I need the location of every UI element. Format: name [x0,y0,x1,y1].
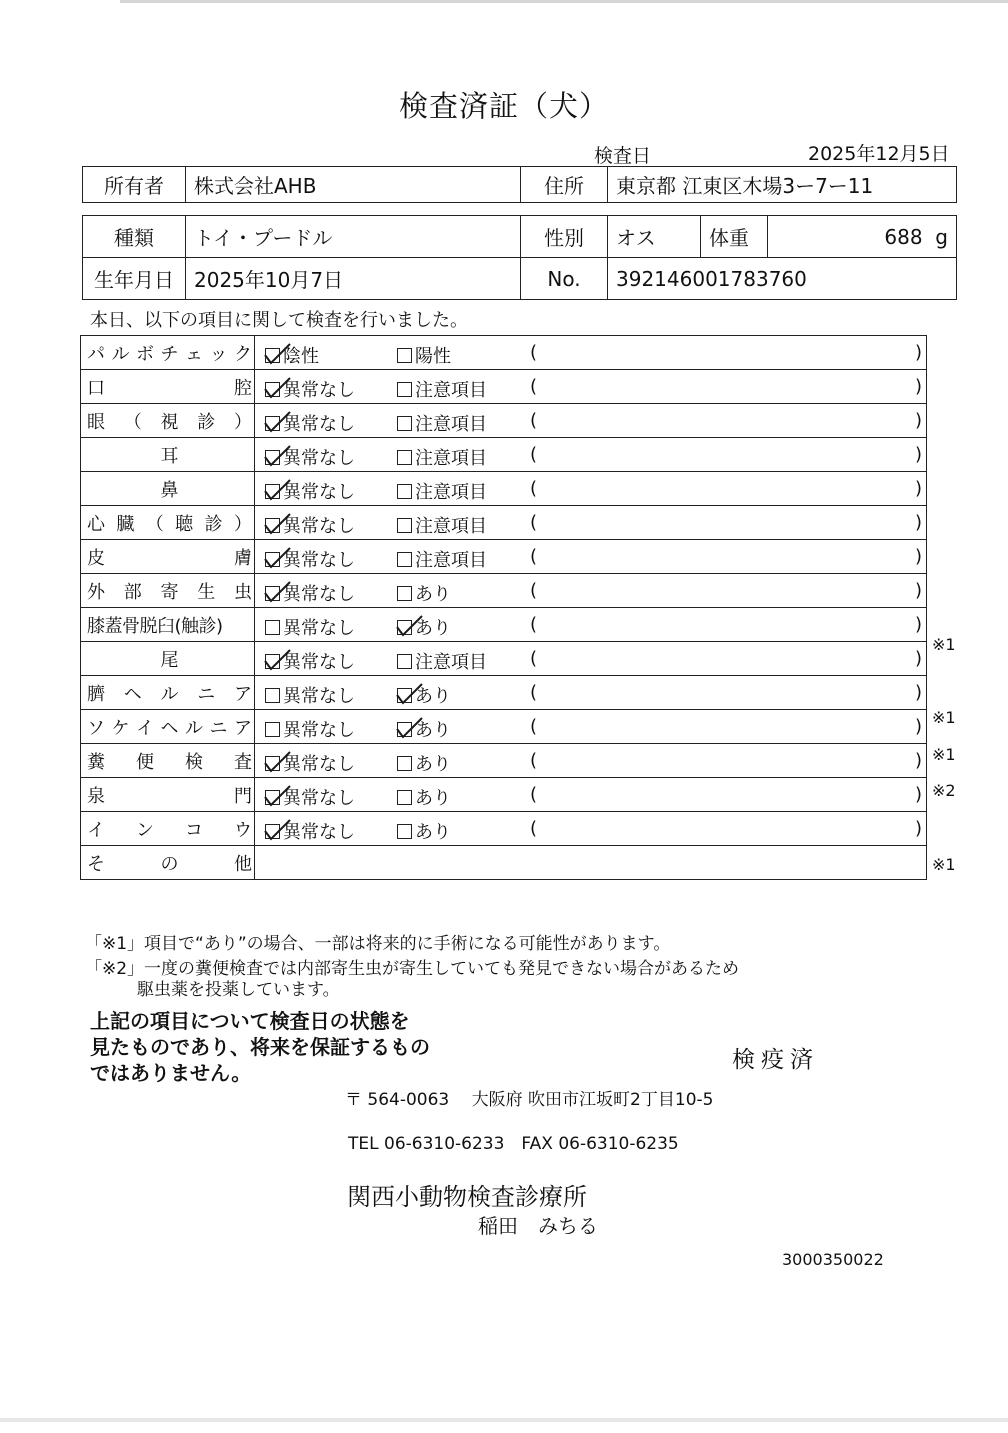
checkbox-icon[interactable] [397,382,412,397]
address-value: 東京都 江東区木場3ー7ー11 [608,167,957,203]
label-char: 生 [197,581,216,603]
label-char: ） [233,513,252,535]
label-char: イ [87,819,105,841]
option-abnormal[interactable] [397,580,451,606]
checkbox-icon[interactable] [265,756,280,771]
remarks-paren-right: ) [915,546,923,567]
option-abnormal-label: 注意項目 [415,448,487,469]
item-label [87,680,252,706]
label-char: ル [111,343,130,365]
option-normal[interactable] [265,342,319,368]
sex-value: オス [608,216,701,258]
option-abnormal[interactable] [397,478,487,504]
option-abnormal-label: 注意項目 [415,482,487,503]
label-char: 臓 [116,513,135,535]
label-char: ェ [185,343,203,365]
option-normal-label: 異常なし [283,618,355,639]
item-label [87,408,252,434]
option-normal-label: 異常なし [283,686,355,707]
birth-label: 生年月日 [83,258,186,300]
option-normal-label: 異常なし [283,380,355,401]
item-label-cell [81,370,255,404]
item-label [87,748,252,774]
note-mark: ※1 [932,744,956,764]
option-normal-label: 異常なし [283,482,355,503]
label-char: ヘ [123,683,142,705]
item-label [87,510,252,536]
label-char: ン [136,819,154,841]
label-char: ヘ [160,717,179,739]
checkbox-icon[interactable] [397,586,412,601]
checkbox-icon[interactable] [265,348,280,363]
label-char: 泉 [87,785,105,807]
note-mark: ※1 [932,708,956,727]
option-abnormal[interactable] [397,512,487,538]
clinic-address: 〒 564-0063 大阪府 吹田市江坂町2丁目10-5 [345,1090,714,1110]
checkbox-icon[interactable] [397,450,412,465]
footnote-1: 「※1」項目で“あり”の場合、一部は将来的に手術になる可能性があります。 [85,934,671,954]
table-row [81,778,927,812]
table-row [81,336,927,370]
label-char: 腔 [234,377,252,399]
label-char: パ [87,343,105,365]
label-char: ク [234,343,252,365]
remarks-paren-right: ) [915,342,923,363]
owner-label: 所有者 [83,167,186,203]
item-label [87,578,252,604]
option-normal[interactable] [265,716,355,742]
option-abnormal[interactable] [397,682,451,708]
table-row [81,370,927,404]
option-normal[interactable] [265,682,355,708]
option-abnormal[interactable] [397,818,451,844]
option-abnormal-label: あり [415,788,451,809]
owner-table [82,166,957,203]
label-char: ア [234,717,252,739]
remarks-paren-right: ) [915,750,923,771]
table-row [81,608,927,642]
label-char: 聴 [175,513,194,535]
checkbox-icon[interactable] [397,518,412,533]
option-abnormal[interactable] [397,444,487,470]
breed-value: トイ・プードル [186,216,521,258]
remarks-paren-left: ( [530,682,538,703]
item-result-cell [255,404,927,438]
label-char: 外 [87,581,105,603]
remarks-paren-left: ( [530,716,538,737]
scan-edge-bottom [0,1418,1008,1422]
option-normal[interactable] [265,512,355,538]
remarks-paren-left: ( [530,784,538,805]
item-result-cell [255,540,927,574]
birth-value: 2025年10月7日 [186,258,521,300]
item-label: 膝蓋骨脱臼(触診) [87,615,223,637]
table-row [81,574,927,608]
inspection-items-table [80,335,927,880]
checkbox-icon[interactable] [265,790,280,805]
remarks-paren-right: ) [915,614,923,635]
label-char: 査 [234,751,252,773]
remarks-paren-left: ( [530,648,538,669]
clinic-person: 稲田 みちる [478,1214,598,1238]
checkbox-icon[interactable] [397,790,412,805]
weight-unit: g [935,224,948,249]
remarks-paren-right: ) [915,682,923,703]
remarks-paren-right: ) [915,512,923,533]
checkbox-icon[interactable] [265,382,280,397]
inspection-date: 2025年12月5日 [808,143,950,165]
item-result-cell [255,574,927,608]
checkbox-icon[interactable] [397,416,412,431]
scan-edge-top [120,0,1008,3]
option-normal[interactable] [265,444,355,470]
note-mark: ※2 [932,781,956,801]
option-normal-label: 異常なし [283,652,355,673]
option-abnormal[interactable] [397,716,451,742]
intro-text: 本日、以下の項目に関して検査を行いました。 [90,310,468,331]
inspection-date-label: 検査日 [594,145,652,167]
disclaimer-line: ではありません。 [90,1061,252,1085]
item-label: 耳 [160,445,179,467]
item-label-cell [81,336,255,370]
remarks-paren-right: ) [915,716,923,737]
option-normal[interactable] [265,818,355,844]
option-normal[interactable] [265,750,355,776]
checkbox-icon[interactable] [397,722,412,737]
checkbox-icon[interactable] [397,620,412,635]
checkbox-icon[interactable] [265,722,280,737]
option-normal[interactable] [265,784,355,810]
table-row [81,642,927,676]
option-abnormal-label: あり [415,584,451,605]
item-label-cell [81,506,255,540]
item-result-cell [255,472,927,506]
option-normal-label: 異常なし [283,516,355,537]
checkbox-icon[interactable] [265,518,280,533]
item-label-cell [81,846,255,880]
item-label: 鼻 [160,479,179,501]
label-char: 部 [123,581,142,603]
label-char: 診 [197,411,216,433]
option-normal-label: 異常なし [283,584,355,605]
option-abnormal-label: 注意項目 [415,516,487,537]
table-row [81,472,927,506]
checkbox-icon[interactable] [265,416,280,431]
option-normal[interactable] [265,376,355,402]
remarks-paren-left: ( [530,410,538,431]
option-abnormal-label: 陽性 [415,346,451,367]
owner-value: 株式会社AHB [186,167,521,203]
item-label-cell [81,574,255,608]
item-result-cell [255,744,927,778]
item-label-cell [81,710,255,744]
label-char: 門 [234,785,252,807]
remarks-paren-right: ) [915,478,923,499]
checkbox-icon[interactable] [265,586,280,601]
label-char: 口 [87,377,105,399]
checkbox-icon[interactable] [397,654,412,669]
item-label-cell [81,642,255,676]
checkbox-icon[interactable] [265,688,280,703]
item-label [87,374,252,400]
label-char: チ [160,343,179,365]
remarks-paren-right: ) [915,818,923,839]
item-label-cell [81,404,255,438]
checkbox-icon[interactable] [397,552,412,567]
label-char: 他 [234,853,252,875]
remarks-paren-right: ) [915,648,923,669]
table-row [81,438,927,472]
label-char: イ [136,717,154,739]
option-normal-label: 異常なし [283,788,355,809]
document-number: 3000350022 [782,1250,884,1269]
weight-value: 688 [884,224,923,249]
item-result-cell [255,642,927,676]
remarks-paren-left: ( [530,376,538,397]
label-char: ッ [209,343,228,365]
remarks-paren-right: ) [915,784,923,805]
disclaimer [90,1008,430,1086]
item-result-cell [255,438,927,472]
address-label: 住所 [521,167,608,203]
option-normal-label: 異常なし [283,822,355,843]
option-normal-label: 異常なし [283,448,355,469]
option-normal-label: 異常なし [283,720,355,741]
remarks-paren-left: ( [530,614,538,635]
item-label-cell [81,778,255,812]
option-abnormal-label: あり [415,720,451,741]
label-char: 便 [136,751,154,773]
label-char: 寄 [160,581,179,603]
option-abnormal-label: 注意項目 [415,380,487,401]
option-abnormal-label: あり [415,822,451,843]
remarks-paren-left: ( [530,818,538,839]
item-label [87,714,252,740]
table-row [81,540,927,574]
label-char: 膚 [234,547,252,569]
label-char: 視 [160,411,179,433]
remarks-paren-right: ) [915,444,923,465]
item-label [87,340,252,366]
option-abnormal-label: あり [415,686,451,707]
label-char: 虫 [234,581,252,603]
footnote-2-cont: 駆虫薬を投薬しています。 [137,980,340,1000]
item-result-cell [255,676,927,710]
item-result-cell [255,370,927,404]
label-char: コ [185,819,203,841]
label-char: ル [185,717,203,739]
option-abnormal-label: 注意項目 [415,550,487,571]
label-char: ニ [209,717,228,739]
remarks-paren-left: ( [530,750,538,771]
weight-cell [768,216,957,258]
checkbox-icon[interactable] [265,620,280,635]
checkbox-icon[interactable] [265,654,280,669]
option-normal[interactable] [265,478,355,504]
option-abnormal[interactable] [397,546,487,572]
checkbox-icon[interactable] [265,824,280,839]
option-abnormal-label: 注意項目 [415,652,487,673]
other-remarks-field[interactable] [255,846,927,880]
item-result-cell [255,778,927,812]
note-mark: ※1 [932,634,956,654]
option-normal[interactable] [265,546,355,572]
note-mark: ※1 [932,854,956,874]
label-char: の [160,853,179,875]
option-abnormal[interactable] [397,342,451,368]
item-label-cell [81,438,255,472]
table-row [81,710,927,744]
checkbox-icon[interactable] [397,756,412,771]
label-char: 眼 [87,411,105,433]
checkbox-icon[interactable] [397,348,412,363]
option-normal[interactable] [265,410,355,436]
item-label [87,816,252,842]
option-abnormal[interactable] [397,376,487,402]
remarks-paren-left: ( [530,444,538,465]
item-label-cell [81,608,255,642]
checkbox-icon[interactable] [265,484,280,499]
item-label: 尾 [160,649,179,671]
label-char: 検 [185,751,203,773]
remarks-paren-left: ( [530,546,538,567]
label-char: ） [234,411,252,433]
footnote-2: 「※2」一度の糞便検査では内部寄生虫が寄生していても発見できない場合があるため [85,959,740,979]
remarks-paren-right: ) [915,580,923,601]
quarantine-stamp: 検疫済 [732,1047,819,1073]
checkbox-icon[interactable] [397,824,412,839]
label-char: 糞 [87,751,105,773]
item-result-cell [255,608,927,642]
remarks-paren-left: ( [530,478,538,499]
breed-label: 種類 [83,216,186,258]
option-normal-label: 異常なし [283,550,355,571]
option-normal[interactable] [265,648,355,674]
option-normal-label: 異常なし [283,754,355,775]
label-char: ケ [111,717,130,739]
option-abnormal-label: あり [415,618,451,639]
option-abnormal[interactable] [397,410,487,436]
item-result-cell [255,710,927,744]
no-label: No. [521,258,608,300]
option-normal-label: 陰性 [283,346,319,367]
sex-label: 性別 [521,216,608,258]
checkbox-icon[interactable] [397,484,412,499]
remarks-paren-left: ( [530,580,538,601]
option-normal[interactable] [265,614,355,640]
item-label-cell [81,472,255,506]
item-label-cell [81,676,255,710]
item-result-cell [255,506,927,540]
item-label-cell [81,812,255,846]
option-abnormal-label: あり [415,754,451,775]
remarks-paren-left: ( [530,512,538,533]
option-normal[interactable] [265,580,355,606]
other-label [87,850,252,876]
option-abnormal[interactable] [397,784,451,810]
remarks-paren-left: ( [530,342,538,363]
table-row [81,744,927,778]
table-row [81,404,927,438]
label-char: ボ [136,343,154,365]
item-label [87,544,252,570]
checkbox-icon[interactable] [265,450,280,465]
weight-label: 体重 [701,216,768,258]
clinic-name: 関西小動物検査診療所 [347,1183,587,1211]
table-row [81,506,927,540]
option-abnormal[interactable] [397,648,487,674]
option-abnormal[interactable] [397,614,451,640]
table-row [81,812,927,846]
item-label-cell [81,744,255,778]
checkbox-icon[interactable] [397,688,412,703]
option-normal-label: 異常なし [283,414,355,435]
label-char: そ [87,853,105,875]
disclaimer-line: 上記の項目について検査日の状態を [90,1009,410,1033]
disclaimer-line: 見たものであり、将来を保証するもの [90,1035,430,1059]
item-label [87,782,252,808]
remarks-paren-right: ) [915,376,923,397]
label-char: ウ [234,819,252,841]
item-result-cell [255,812,927,846]
option-abnormal[interactable] [397,750,451,776]
label-char: （ [123,411,142,433]
table-row [81,676,927,710]
pet-table [82,215,957,300]
microchip-number: 392146001783760 [608,258,957,300]
label-char: 臍 [87,683,105,705]
table-row [81,846,927,880]
label-char: ア [234,683,252,705]
label-char: ソ [87,717,105,739]
clinic-phone: TEL 06-6310-6233 FAX 06-6310-6235 [348,1134,679,1154]
label-char: ル [160,683,179,705]
document-title: 検査済証（犬） [398,89,609,123]
label-char: 心 [87,513,105,535]
checkbox-icon[interactable] [265,552,280,567]
option-abnormal-label: 注意項目 [415,414,487,435]
label-char: 皮 [87,547,105,569]
label-char: 診 [204,513,223,535]
item-label-cell [81,540,255,574]
item-result-cell [255,336,927,370]
label-char: （ [145,513,164,535]
label-char: ニ [197,683,216,705]
remarks-paren-right: ) [915,410,923,431]
